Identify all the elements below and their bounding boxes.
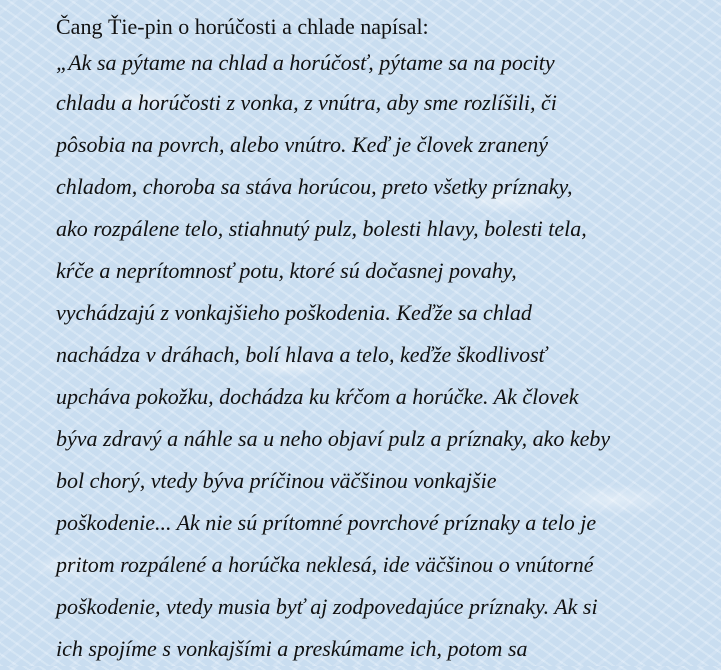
quote-line: bol chorý, vtedy býva príčinou väčšinou vonkajšie xyxy=(56,468,497,493)
quote-line: nachádza v dráhach, bolí hlava a telo, keďže škodlivosť xyxy=(56,342,547,367)
quote-line: kŕče a neprítomnosť potu, ktoré sú dočasnej povahy, xyxy=(56,258,517,283)
quote-line: upcháva pokožku, dochádza ku kŕčom a horúčke. Ak človek xyxy=(56,384,579,409)
document-page xyxy=(56,10,706,670)
quote-line: býva zdravý a náhle sa u neho objaví pulz a príznaky, ako keby xyxy=(56,426,611,451)
quote-line: ako rozpálene telo, stiahnutý pulz, bolesti hlavy, bolesti tela, xyxy=(56,216,587,241)
quote-text xyxy=(56,44,706,670)
quote-line: pôsobia na povrch, alebo vnútro. Keď je človek zranený xyxy=(56,132,548,157)
document-heading: Čang Ťie-pin o horúčosti a chlade napísal: xyxy=(56,14,429,39)
quote-line: chladu a horúčosti z vonka, z vnútra, aby sme rozlíšili, či xyxy=(56,90,557,115)
quote-line: „Ak sa pýtame na chlad a horúčosť, pýtame sa na pocity xyxy=(56,50,555,75)
quote-line: poškodenie... Ak nie sú prítomné povrchové príznaky a telo je xyxy=(56,510,597,535)
quote-line: vychádzajú z vonkajšieho poškodenia. Keďže sa chlad xyxy=(56,300,532,325)
quote-line: chladom, choroba sa stáva horúcou, preto všetky príznaky, xyxy=(56,174,573,199)
quote-line: ich spojíme s vonkajšími a preskúmame ich, potom sa xyxy=(56,636,528,661)
quote-line: pritom rozpálené a horúčka neklesá, ide väčšinou o vnútorné xyxy=(56,552,594,577)
quote-line: poškodenie, vtedy musia byť aj zodpovedajúce príznaky. Ak si xyxy=(56,594,598,619)
